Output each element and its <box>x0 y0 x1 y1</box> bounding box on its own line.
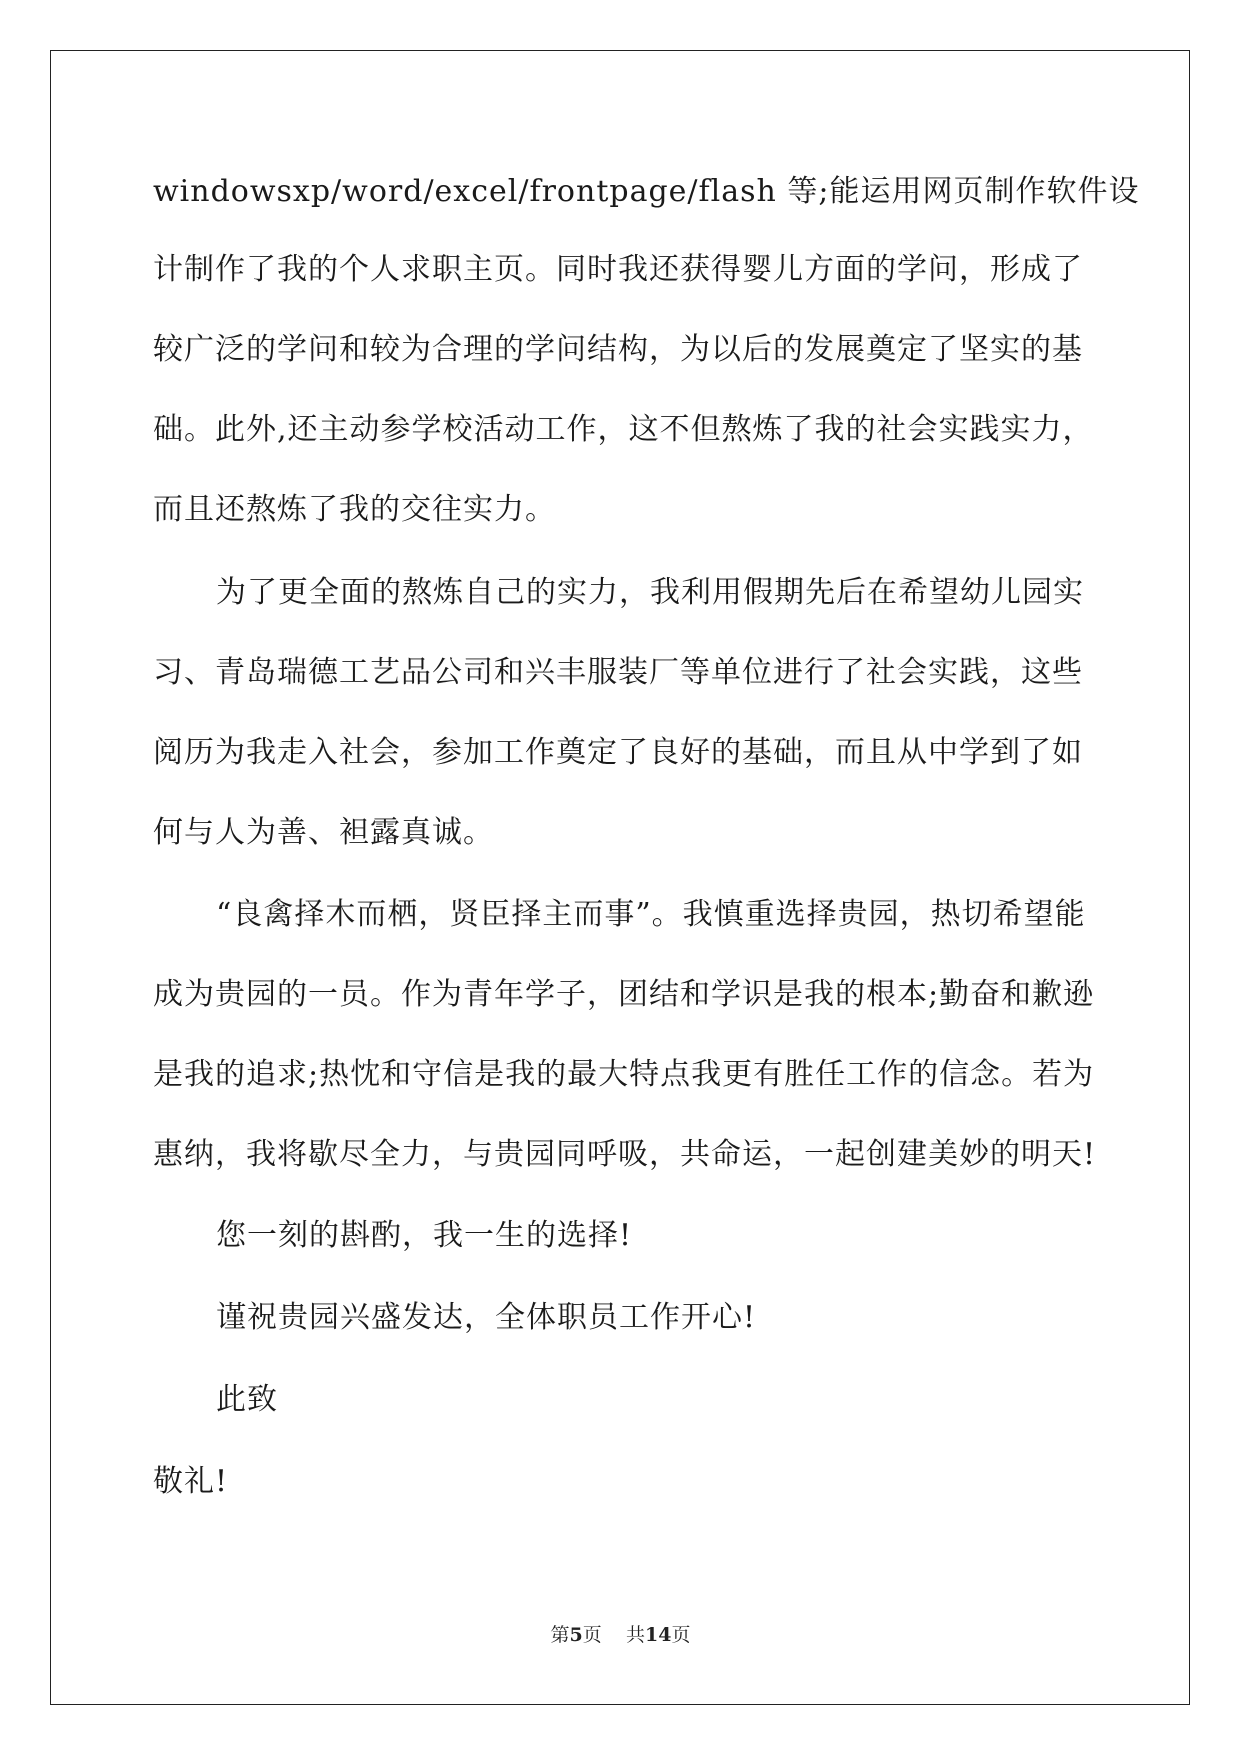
text-line: 敬礼! <box>153 1464 229 1499</box>
page-footer <box>0 1620 1241 1647</box>
text-line: 计制作了我的个人求职主页。同时我还获得婴儿方面的学问，形成了 <box>153 252 1083 287</box>
text-line: 较广泛的学问和较为合理的学问结构，为以后的发展奠定了坚实的基 <box>153 332 1083 367</box>
text-line: windowsxp/word/excel/frontpage/flash 等;能运用网页制作软件设 <box>153 174 1140 209</box>
text-line: 何与人为善、袒露真诚。 <box>153 815 494 850</box>
text-line: 此致 <box>216 1382 278 1417</box>
page-prefix: 第 <box>550 1624 570 1646</box>
text-line: 习、青岛瑞德工艺品公司和兴丰服装厂等单位进行了社会实践，这些 <box>153 655 1083 690</box>
page-suffix: 页 <box>582 1624 602 1646</box>
text-line: 为了更全面的熬炼自己的实力，我利用假期先后在希望幼儿园实 <box>216 575 1084 610</box>
text-line: 础。此外,还主动参学校活动工作，这不但熬炼了我的社会实践实力， <box>153 412 1094 447</box>
text-line: 惠纳，我将歇尽全力，与贵园同呼吸，共命运，一起创建美妙的明天! <box>153 1137 1097 1172</box>
text-line: 是我的追求;热忱和守信是我的最大特点我更有胜任工作的信念。若为 <box>153 1057 1095 1092</box>
text-line: 您一刻的斟酌，我一生的选择! <box>216 1218 633 1253</box>
text-line: 阅历为我走入社会，参加工作奠定了良好的基础，而且从中学到了如 <box>153 735 1083 770</box>
page-border <box>50 50 1190 1705</box>
total-pages: 14 <box>644 1624 672 1646</box>
total-suffix: 页 <box>671 1624 691 1646</box>
text-line: 成为贵园的一员。作为青年学子，团结和学识是我的根本;勤奋和歉逊 <box>153 977 1095 1012</box>
total-prefix: 共 <box>625 1624 645 1646</box>
text-line: 谨祝贵园兴盛发达，全体职员工作开心! <box>216 1300 757 1335</box>
text-line: 而且还熬炼了我的交往实力。 <box>153 492 556 527</box>
page-number: 5 <box>569 1624 583 1646</box>
text-line: “良禽择木而栖，贤臣择主而事”。我慎重选择贵园，热切希望能 <box>216 897 1086 932</box>
